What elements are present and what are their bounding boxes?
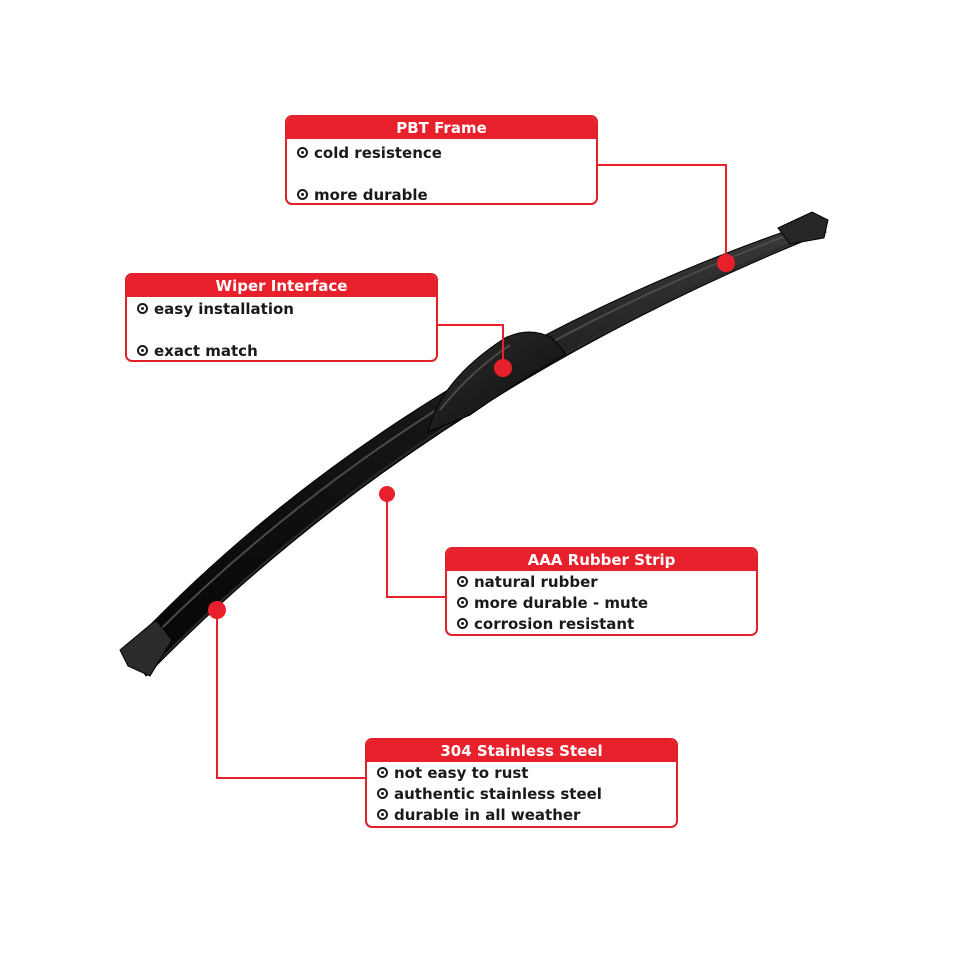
bullet-icon — [297, 189, 308, 200]
wiper-interface-title: Wiper Interface — [127, 275, 436, 297]
list-item: exact match — [137, 340, 436, 361]
list-item: natural rubber — [457, 571, 756, 592]
bullet-icon — [137, 303, 148, 314]
list-item: corrosion resistant — [457, 613, 756, 634]
rubber-strip-leader-line — [387, 494, 445, 597]
list-item: more durable - mute — [457, 592, 756, 613]
list-item: not easy to rust — [377, 762, 676, 783]
bullet-icon — [137, 345, 148, 356]
bullet-icon — [457, 597, 468, 608]
stainless-steel-leader-line — [217, 610, 365, 778]
bullet-icon — [377, 809, 388, 820]
list-item: easy installation — [137, 298, 436, 319]
stainless-steel-marker-dot — [208, 601, 226, 619]
rubber-strip-callout — [445, 547, 758, 636]
bullet-icon — [457, 576, 468, 587]
list-item: more durable — [297, 184, 596, 205]
list-item: cold resistence — [297, 142, 596, 163]
wiper-interface-callout — [125, 273, 438, 362]
stainless-steel-callout — [365, 738, 678, 828]
list-item: durable in all weather — [377, 804, 676, 825]
rubber-strip-marker-dot — [379, 486, 395, 502]
pbt-frame-marker-dot — [717, 254, 735, 272]
rubber-strip-title: AAA Rubber Strip — [447, 549, 756, 571]
pbt-frame-leader-line — [598, 165, 726, 262]
stainless-steel-title: 304 Stainless Steel — [367, 740, 676, 762]
pbt-frame-title: PBT Frame — [287, 117, 596, 139]
bullet-icon — [377, 767, 388, 778]
wiper-interface-adapter — [428, 332, 566, 432]
bullet-icon — [457, 618, 468, 629]
bullet-icon — [377, 788, 388, 799]
bullet-icon — [297, 147, 308, 158]
wiper-interface-marker-dot — [494, 359, 512, 377]
list-item: authentic stainless steel — [377, 783, 676, 804]
pbt-frame-callout — [285, 115, 598, 205]
